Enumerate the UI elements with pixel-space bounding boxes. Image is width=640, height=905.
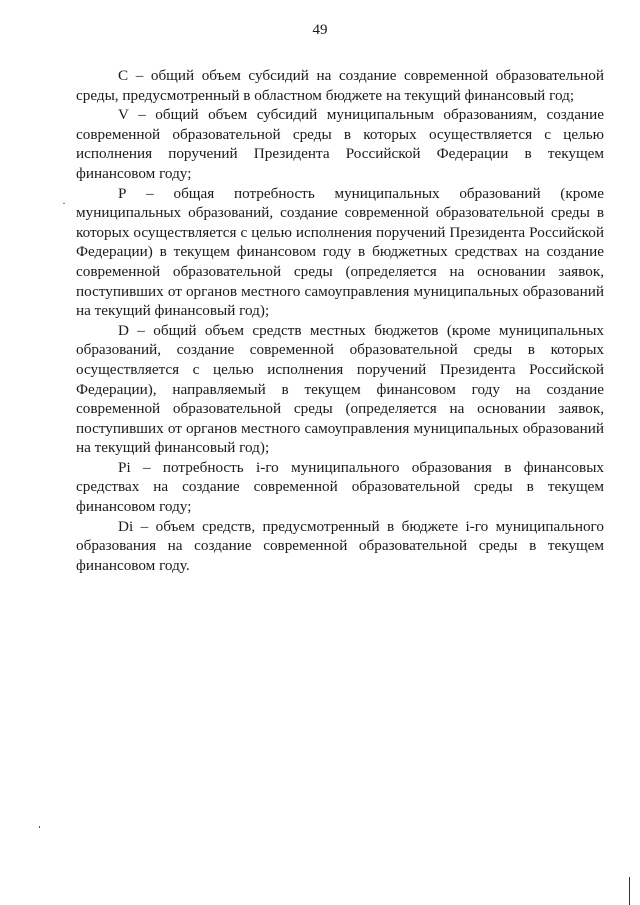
paragraph-v-definition: V – общий объем субсидий муниципальным образованиям, создание современной образовательной среды в которых осуществляется с целью исполнения поручений Президента Российской Федерации в текущем финансовом году; — [76, 106, 604, 182]
document-body — [76, 66, 604, 575]
paragraph-p-definition: Р – общая потребность муниципальных образований (кроме муниципальных образований, создание современной образовательной среды в которых осуществляется с целью исполнения поручений Президента Российской Федерации) в текущем финансовом году в бюджетных средствах на создание современной образовательной среды (определяется на основании заявок, поступивших от органов местного самоуправления муниципальных образований на текущий финансовый год); — [76, 184, 604, 320]
scan-edge-line — [629, 877, 630, 905]
scan-speck — [63, 203, 65, 204]
scan-margin-mark — [39, 826, 40, 828]
paragraph-d-definition: D – общий объем средств местных бюджетов (кроме муниципальных образований, создание современной образовательной среды в которых осуществляется с целью исполнения поручений Президента Российской Федерации), направляемый в текущем финансовом году на создание современной образовательной среды (определяется на основании заявок, поступивших от органов местного самоуправления муниципальных образований на текущий финансовый год); — [76, 321, 604, 457]
paragraph-di-definition: Di – объем средств, предусмотренный в бюджете i-го муниципального образования на создание современной образовательной среды в текущем финансовом году. — [76, 517, 604, 574]
paragraph-pi-definition: Pi – потребность i-го муниципального образования в финансовых средствах на создание современной образовательной среды в текущем финансовом году; — [76, 458, 604, 516]
paragraph-c-definition: С – общий объем субсидий на создание современной образовательной среды, предусмотренный в областном бюджете на текущий финансовый год; — [76, 67, 604, 104]
page-number: 49 — [312, 22, 328, 38]
